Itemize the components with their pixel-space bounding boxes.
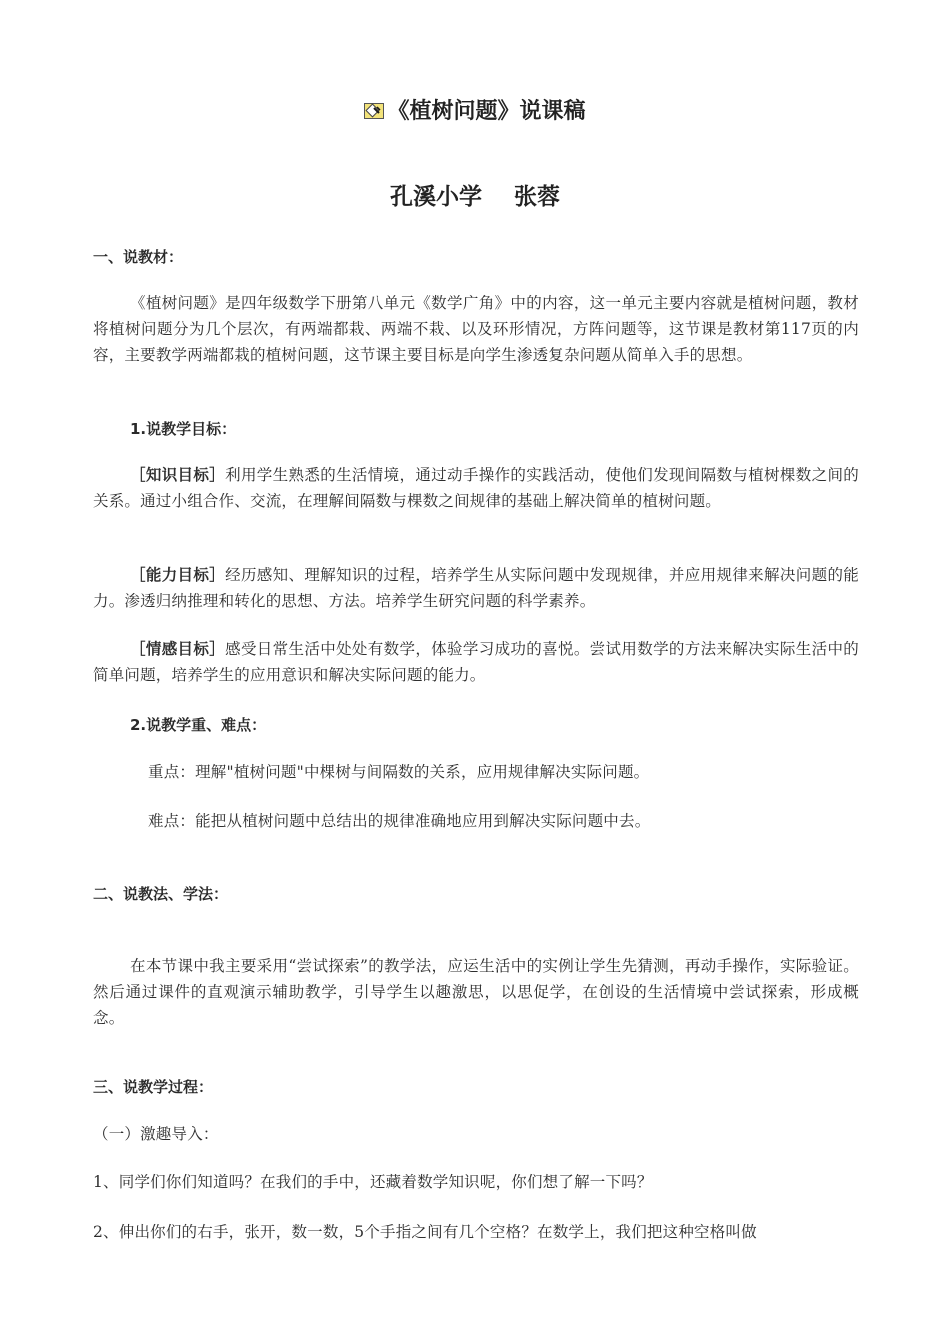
document-link-icon — [364, 97, 384, 113]
goal-emotion-paragraph — [93, 636, 859, 688]
materials-intro-paragraph: 《植树问题》是四年级数学下册第八单元《数学广角》中的内容，这一单元主要内容就是植树问题，教材将植树问题分为几个层次，有两端都栽、两端不栽、以及环形情况，方阵问题等，这节课是教材第117页的内容，主要教学两端都栽的植树问题，这节课主要目标是向学生渗透复杂问题从简单入手的思想。 — [93, 294, 859, 364]
goal-knowledge-paragraph — [93, 462, 859, 514]
section-heading-process: 三、说教学过程： — [93, 1078, 214, 1096]
subheading-teaching-goals: 1.说教学目标： — [130, 420, 237, 438]
methods-paragraph: 在本节课中我主要采用“尝试探索”的教学法，应运生活中的实例让学生先猜测，再动手操作，实际验证。然后通过课件的直观演示辅助教学，引导学生以趣激思，以思促学，在创设的生活情境中尝试探索，形成概念。 — [93, 957, 859, 1027]
difficult-point: 难点：能把从植树问题中总结出的规律准确地应用到解决实际问题中去。 — [148, 812, 651, 830]
key-point: 重点：理解"植树问题"中棵树与间隔数的关系，应用规律解决实际问题。 — [148, 763, 650, 781]
document-title-row — [0, 96, 950, 128]
process-sub1: （一）激趣导入： — [93, 1125, 219, 1143]
goal-emotion-label: ［情感目标］ — [130, 640, 226, 658]
process-item-1: 1、同学们你们知道吗？在我们的手中，还藏着数学知识呢，你们想了解一下吗？ — [93, 1173, 653, 1191]
goal-knowledge-label: ［知识目标］ — [130, 466, 226, 484]
goal-ability-text: 经历感知、理解知识的过程，培养学生从实际问题中发现规律，并应用规律来解决问题的能力。渗透归纳推理和转化的思想、方法。培养学生研究问题的科学素养。 — [93, 566, 859, 610]
author-school: 孔溪小学 — [389, 184, 482, 210]
goal-ability-paragraph — [93, 562, 859, 614]
author-name: 张蓉 — [514, 184, 561, 210]
subheading-key-difficult-points: 2.说教学重、难点： — [130, 716, 267, 734]
section-heading-methods: 二、说教法、学法： — [93, 885, 229, 903]
goal-knowledge-text: 利用学生熟悉的生活情境，通过动手操作的实践活动，使他们发现间隔数与植树棵数之间的关系。通过小组合作、交流，在理解间隔数与棵数之间规律的基础上解决简单的植树问题。 — [93, 466, 859, 510]
goal-ability-label: ［能力目标］ — [130, 566, 226, 584]
document-title: 《植树问题》说课稿 — [387, 99, 586, 124]
author-line — [0, 180, 950, 214]
process-item-2: 2、伸出你们的右手，张开，数一数，5个手指之间有几个空格？在数学上，我们把这种空格叫做 — [93, 1223, 757, 1241]
goal-emotion-text: 感受日常生活中处处有数学，体验学习成功的喜悦。尝试用数学的方法来解决实际生活中的简单问题，培养学生的应用意识和解决实际问题的能力。 — [93, 640, 859, 684]
section-heading-materials: 一、说教材： — [93, 248, 184, 266]
